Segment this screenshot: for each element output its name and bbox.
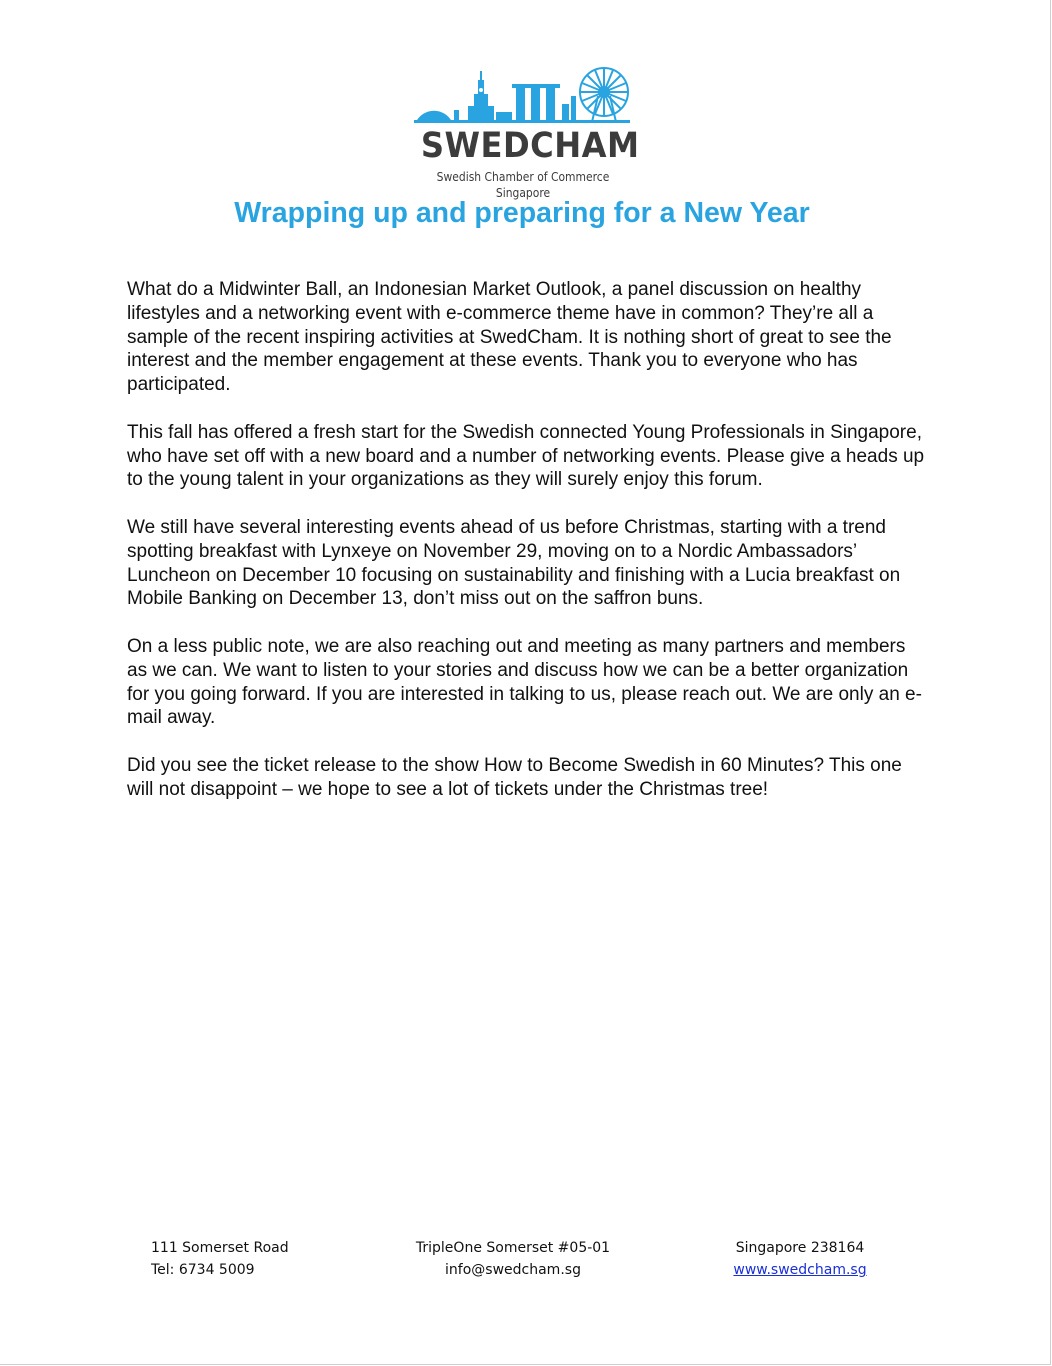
footer-email: info@swedcham.sg [445, 1262, 581, 1278]
footer-address: 111 Somerset Road [151, 1240, 289, 1256]
paragraph-1: What do a Midwinter Ball, an Indonesian Market Outlook, a panel discussion on healthy lifestyles and a networking event with e-commerce theme have in common? They’re all a sample of the recent inspiring activities at SwedCham. It is nothing short of great to see the interest and the member engagement at these events. Thank you to everyone who has participated. [127, 279, 892, 396]
footer-building: TripleOne Somerset #05-01 [415, 1240, 611, 1256]
page-title: Wrapping up and preparing for a New Year [234, 197, 810, 229]
skyline-icon [412, 66, 634, 126]
swedcham-logo [412, 66, 640, 200]
footer-middle [408, 1237, 618, 1281]
footer-website-link[interactable]: www.swedcham.sg [733, 1262, 867, 1278]
footer-right [700, 1237, 900, 1281]
letter-body [127, 278, 927, 825]
footer-city-postal: Singapore 238164 [735, 1240, 865, 1256]
paragraph-2: This fall has offered a fresh start for the Swedish connected Young Professionals in Singapore, who have set off with a new board and a number of networking events. Please give a heads up to the young talent in your organizations as they will surely enjoy this forum. [127, 421, 925, 491]
footer-phone: Tel: 6734 5009 [151, 1262, 255, 1278]
footer-left [151, 1237, 289, 1281]
logo-tagline: Swedish Chamber of Commerce Singapore [436, 169, 610, 200]
logo-wordmark: SWEDCHAM [420, 126, 640, 166]
paragraph-5: Did you see the ticket release to the show How to Become Swedish in 60 Minutes? This one will not disappoint – we hope to see a lot of tickets under the Christmas tree! [127, 754, 902, 800]
paragraph-3: We still have several interesting events ahead of us before Christmas, starting with a trend spotting breakfast with Lynxeye on November 29, moving on to a Nordic Ambassadors’ Luncheon on December 10 focusing on sustainability and finishing with a Lucia breakfast on Mobile Banking on December 13, don’t miss out on the saffron buns. [127, 516, 901, 610]
paragraph-4: On a less public note, we are also reaching out and meeting as many partners and members as we can. We want to listen to your stories and discuss how we can be a better organization for you going forward. If you are interested in talking to us, please reach out. We are only an e-mail away. [127, 635, 922, 729]
